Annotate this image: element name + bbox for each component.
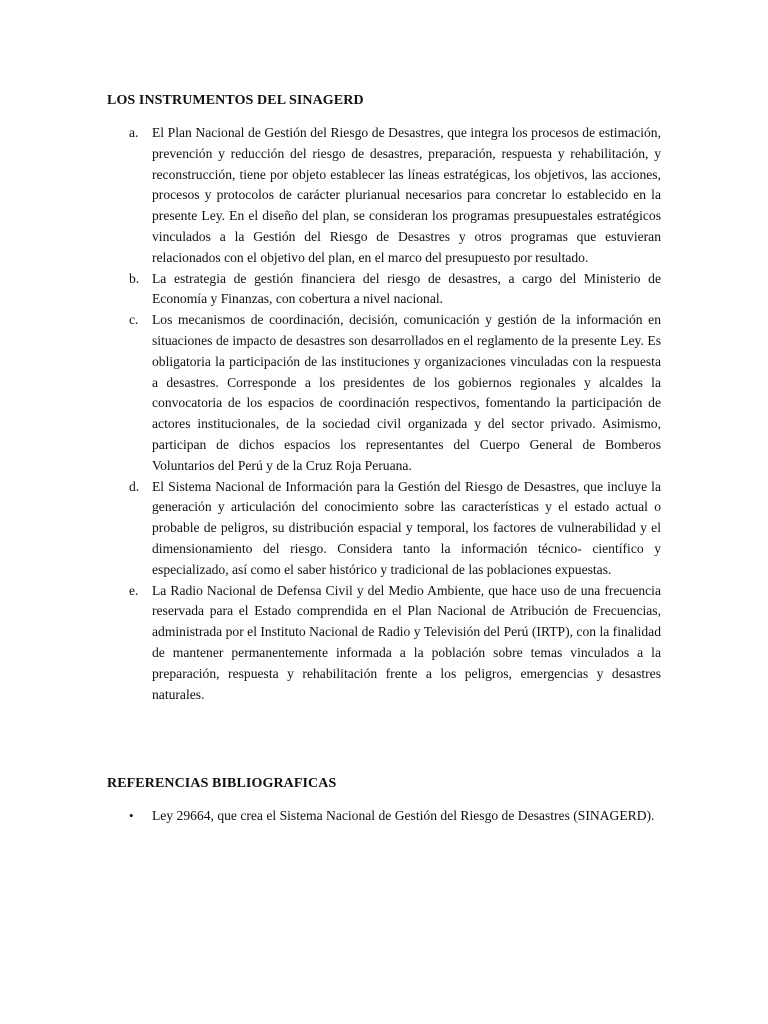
list-marker: b. — [129, 270, 140, 286]
referencias-list — [0, 806, 768, 827]
list-item-text: La Radio Nacional de Defensa Civil y del Medio Ambiente, que hace uso de una frecuencia reservada para el Estado comprendida en el Plan Nacional de Atribución de Frecuencias, administrada por el Instituto Nacional de Radio y Televisión del Perú (IRTP), con la finalidad de mantener permanentemente informada a la población sobre temas vinculados a la preparación, respuesta y rehabilitación frente a los peligros, emergencias y desastres naturales. — [152, 582, 661, 702]
list-item — [0, 123, 661, 269]
list-item-text: El Plan Nacional de Gestión del Riesgo de Desastres, que integra los procesos de estimación, prevención y reducción del riesgo de desastres, preparación, respuesta y rehabilitación, y reconstrucción, tiene por objeto establecer las líneas estratégicas, los objetivos, las acciones, procesos y protocolos de carácter plurianual necesarios para concretar lo establecido en la presente Ley. En el diseño del plan, se consideran los programas presupuestales estratégicos vinculados a la Gestión del Riesgo de Desastres y otros programas que estuvieran relacionados con el objetivo del plan, en el marco del presupuesto por resultado. — [152, 125, 661, 265]
list-item — [0, 310, 661, 476]
list-item-text: Los mecanismos de coordinación, decisión, comunicación y gestión de la información en situaciones de impacto de desastres son desarrollados en el reglamento de la presente Ley. Es obligatoria la participación de las instituciones y organizaciones vinculadas con la respuesta a desastres. Corresponde a los presidentes de los gobiernos regionales y alcaldes la convocatoria de los espacios de coordinación respectivos, fomentando la participación de actores institucionales, de la sociedad civil organizada y del sector privado. Asimismo, participan de dichos espacios los representantes del Cuerpo General de Bomberos Voluntarios del Perú y de la Cruz Roja Peruana. — [152, 312, 661, 473]
list-marker: c. — [129, 312, 139, 328]
bullet-icon: • — [129, 808, 134, 823]
section-title-referencias: REFERENCIAS BIBLIOGRAFICAS — [107, 776, 337, 791]
list-item — [0, 477, 661, 581]
list-marker: a. — [129, 125, 139, 140]
list-item-text: La estrategia de gestión financiera del riesgo de desastres, a cargo del Ministerio de Economía y Finanzas, con cobertura a nivel nacional. — [152, 270, 661, 307]
list-item — [0, 581, 661, 706]
reference-item — [0, 806, 661, 827]
instrumentos-list — [0, 123, 768, 705]
list-item — [0, 269, 661, 311]
list-item-text: El Sistema Nacional de Información para la Gestión del Riesgo de Desastres, que incluye la generación y articulación del conocimiento sobre las características y el estado actual o probable de peligros, su distribución espacial y temporal, los factores de vulnerabilidad y el dimensionamiento del riesgo. Considera tanto la información técnico- científico y especializado, así como el saber histórico y tradicional de las poblaciones expuestas. — [152, 478, 661, 577]
reference-text: Ley 29664, que crea el Sistema Nacional de Gestión del Riesgo de Desastres (SINAGERD). — [152, 808, 655, 823]
list-marker: d. — [129, 478, 140, 494]
section-title-instrumentos: LOS INSTRUMENTOS DEL SINAGERD — [107, 93, 364, 108]
list-marker: e. — [129, 582, 139, 598]
